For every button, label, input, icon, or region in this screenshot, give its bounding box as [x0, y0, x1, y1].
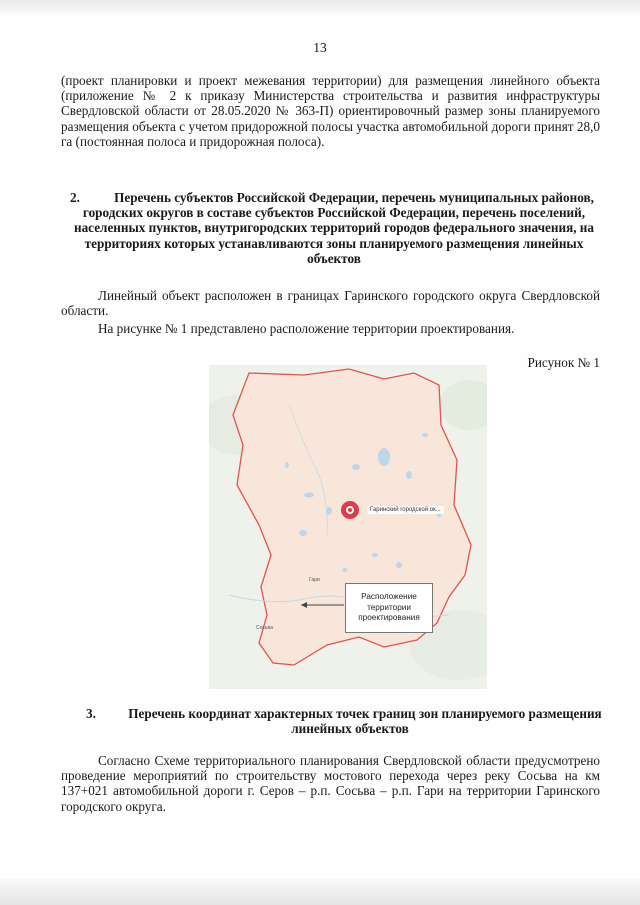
section-2-heading: Перечень субъектов Российской Федерации, перечень муниципальных районов, городских округов в составе субъектов Российской Федерации, перечень поселений, населенных пунктов, внутригородских территорий городов федерального значения, на территориях которых устанавливаются зоны планируемого размещения линейных объектов — [73, 190, 594, 266]
territory-map — [209, 365, 487, 689]
intro-paragraph: (проект планировки и проект межевания территории) для размещения линейного объекта (приложение № 2 к приказу Министерства строительства и развития инфраструктуры Свердловской области от 28.05.2020 № 363-П) ориентировочный размер зоны планируемого размещения объекта с учетом придорожной полосы участка автомобильной дороги принят 28,0 га (постоянная полоса и придорожная полоса). — [61, 73, 600, 149]
section-3-heading: Перечень координат характерных точек границ зон планируемого размещения линейных объектов — [128, 706, 602, 737]
scan-bottom-edge — [0, 879, 640, 905]
page-number: 13 — [313, 40, 327, 55]
section-2-paragraph-2: На рисунке № 1 представлено расположение территории проектирования. — [98, 321, 515, 336]
section-2-paragraph-1: Линейный объект расположен в границах Гаринского городского округа Свердловской области. — [61, 288, 600, 319]
section-3-paragraph: Согласно Схеме территориального планирования Свердловской области предусмотрено проведение мероприятий по строительству мостового перехода через реку Сосьва на км 137+021 автомобильной дороги г. Серов – р.п. Сосьва – р.п. Гари на территории Гаринского городского округа. — [61, 753, 600, 814]
map-graphic — [209, 365, 487, 689]
map-town-gari: Гари — [309, 577, 320, 583]
scan-top-edge — [0, 0, 640, 14]
figure-label: Рисунок № 1 — [527, 355, 600, 370]
map-pin-label: Гаринский городской ок... — [367, 506, 444, 514]
section-3-number: 3. — [86, 706, 96, 721]
map-callout: Расположение территории проектирования — [345, 583, 433, 633]
section-2-number: 2. — [70, 190, 80, 205]
map-town-sosva: Сосьва — [256, 625, 273, 631]
